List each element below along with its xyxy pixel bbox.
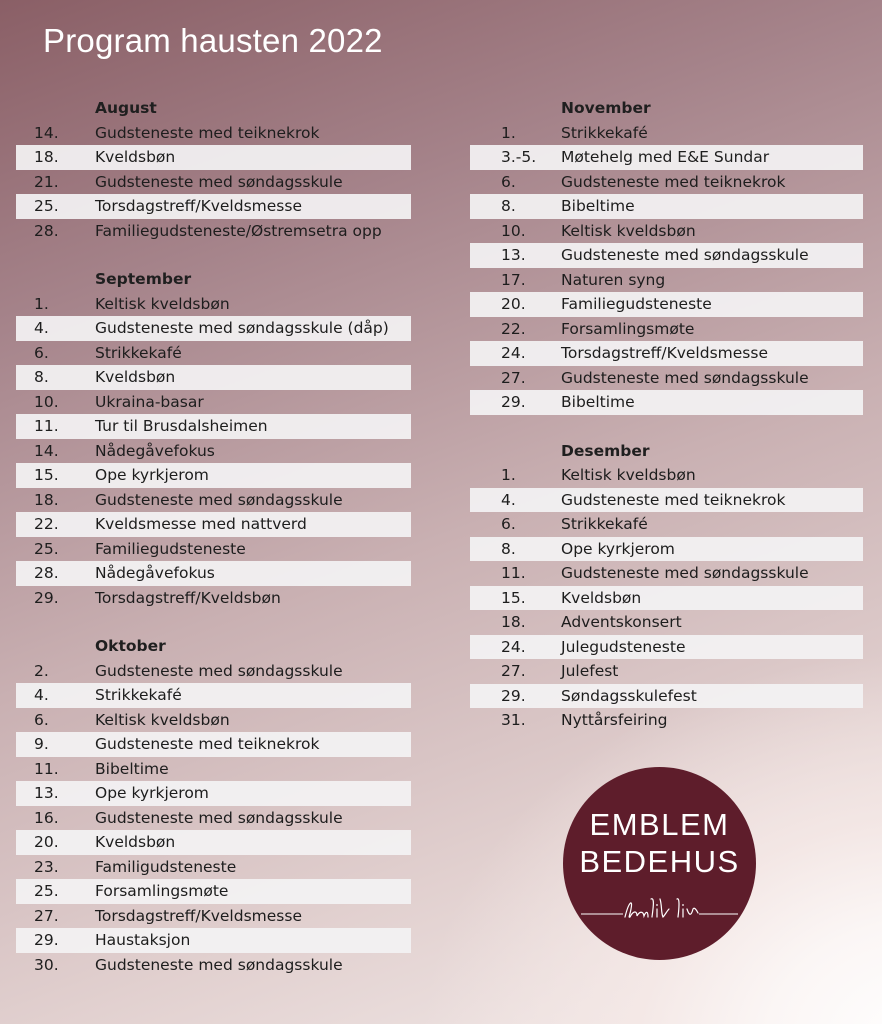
event-date: 18. xyxy=(34,490,59,509)
event-date: 20. xyxy=(501,295,526,313)
event-title: Familiegudsteneste xyxy=(95,539,246,558)
schedule-row xyxy=(470,659,863,684)
schedule-row xyxy=(16,512,411,537)
schedule-row xyxy=(470,243,863,268)
month-heading: Oktober xyxy=(95,637,166,655)
event-title: Tur til Brusdalsheimen xyxy=(95,417,268,435)
schedule-row xyxy=(16,830,411,855)
event-date: 25. xyxy=(34,197,59,215)
schedule-row xyxy=(16,928,411,953)
event-date: 14. xyxy=(34,441,59,460)
schedule-row xyxy=(470,488,863,513)
schedule-row xyxy=(16,904,411,929)
month-section-august xyxy=(16,96,411,243)
schedule-row xyxy=(16,659,411,684)
schedule-row xyxy=(470,145,863,170)
event-title: Kveldsbøn xyxy=(95,833,176,851)
event-title: Ope kyrkjerom xyxy=(95,784,209,802)
event-date: 11. xyxy=(34,759,59,778)
event-date: 24. xyxy=(501,637,526,656)
schedule-row xyxy=(16,170,411,195)
event-date: 25. xyxy=(34,882,59,900)
schedule-row xyxy=(16,439,411,464)
event-date: 1. xyxy=(501,466,516,484)
event-date: 17. xyxy=(501,270,526,289)
month-section-desember xyxy=(470,439,863,733)
schedule-row xyxy=(470,170,863,195)
schedule-row xyxy=(470,317,863,342)
schedule-row xyxy=(16,292,411,317)
month-heading: September xyxy=(95,270,192,288)
event-title: Bibeltime xyxy=(95,759,169,778)
month-section-november xyxy=(470,96,863,415)
month-heading: August xyxy=(95,99,157,117)
event-title: Adventskonsert xyxy=(561,613,682,631)
event-title: Forsamlingsmøte xyxy=(95,882,229,900)
event-date: 29. xyxy=(34,588,59,607)
schedule-row xyxy=(16,463,411,488)
event-title: Gudsteneste med søndagsskule xyxy=(95,490,343,509)
schedule-row xyxy=(470,194,863,219)
event-date: 10. xyxy=(34,392,59,411)
month-heading: Desember xyxy=(561,441,650,460)
event-title: Familigudsteneste xyxy=(95,857,237,876)
schedule-row xyxy=(16,781,411,806)
schedule-row xyxy=(16,757,411,782)
event-date: 4. xyxy=(34,319,49,337)
event-title: Torsdagstreff/Kveldsmesse xyxy=(95,906,302,925)
event-title: Gudsteneste med søndagsskule xyxy=(95,808,343,827)
event-title: Gudsteneste med søndagsskule (dåp) xyxy=(95,319,389,337)
event-title: Kveldsmesse med nattverd xyxy=(95,515,307,533)
schedule-row xyxy=(470,341,863,366)
event-title: Ukraina-basar xyxy=(95,392,204,411)
event-title: Møtehelg med E&E Sundar xyxy=(561,148,770,166)
schedule-row xyxy=(470,708,863,733)
schedule-row xyxy=(16,561,411,586)
event-title: Nådegåvefokus xyxy=(95,441,215,460)
schedule-row xyxy=(16,683,411,708)
schedule-row xyxy=(470,684,863,709)
event-date: 25. xyxy=(34,539,59,558)
event-title: Gudsteneste med teiknekrok xyxy=(95,123,320,142)
event-date: 8. xyxy=(501,197,516,215)
event-date: 24. xyxy=(501,344,526,362)
event-title: Keltisk kveldsbøn xyxy=(561,221,696,240)
month-section-oktober xyxy=(16,634,411,977)
schedule-row xyxy=(470,292,863,317)
event-title: Gudsteneste med søndagsskule xyxy=(561,564,809,582)
schedule-column-left xyxy=(16,96,411,1001)
schedule-row xyxy=(16,121,411,146)
event-date: 20. xyxy=(34,833,59,851)
logo-script-heilt-liv xyxy=(581,895,738,925)
event-date: 29. xyxy=(34,931,59,949)
schedule-row xyxy=(470,219,863,244)
event-title: Nådegåvefokus xyxy=(95,564,215,582)
event-date: 27. xyxy=(501,368,526,387)
schedule-row xyxy=(470,390,863,415)
event-date: 13. xyxy=(501,246,526,264)
schedule-row xyxy=(16,586,411,611)
event-date: 1. xyxy=(34,294,49,313)
event-date: 6. xyxy=(501,515,516,533)
event-title: Gudsteneste med teiknekrok xyxy=(561,490,786,509)
schedule-row xyxy=(470,561,863,586)
schedule-column-right xyxy=(470,96,863,757)
event-date: 6. xyxy=(34,343,49,362)
schedule-row xyxy=(16,537,411,562)
event-date: 16. xyxy=(34,808,59,827)
schedule-row xyxy=(470,610,863,635)
event-date: 31. xyxy=(501,711,526,729)
event-title: Gudsteneste med søndagsskule xyxy=(561,246,809,264)
schedule-row xyxy=(470,366,863,391)
event-date: 29. xyxy=(501,686,526,705)
schedule-row xyxy=(16,390,411,415)
event-title: Nyttårsfeiring xyxy=(561,711,668,729)
event-date: 11. xyxy=(34,417,59,435)
event-title: Gudsteneste med søndagsskule xyxy=(95,172,343,191)
schedule-row xyxy=(16,732,411,757)
schedule-row xyxy=(470,586,863,611)
event-title: Ope kyrkjerom xyxy=(95,466,209,484)
schedule-row xyxy=(16,316,411,341)
event-date: 18. xyxy=(501,613,526,631)
event-title: Søndagsskulefest xyxy=(561,686,697,705)
event-title: Familiegudsteneste xyxy=(561,295,712,313)
schedule-row xyxy=(470,635,863,660)
event-title: Haustaksjon xyxy=(95,931,191,949)
event-title: Julefest xyxy=(561,662,619,680)
schedule-row xyxy=(16,488,411,513)
schedule-row xyxy=(16,341,411,366)
event-title: Gudsteneste med søndagsskule xyxy=(95,661,343,680)
event-title: Kveldsbøn xyxy=(561,588,642,607)
event-title: Bibeltime xyxy=(561,197,635,215)
event-title: Keltisk kveldsbøn xyxy=(95,710,230,729)
event-title: Gudsteneste med søndagsskule xyxy=(561,368,809,387)
event-date: 6. xyxy=(501,172,516,191)
event-date: 21. xyxy=(34,172,59,191)
event-title: Strikkekafé xyxy=(561,515,648,533)
schedule-row xyxy=(470,512,863,537)
schedule-row xyxy=(470,121,863,146)
schedule-row xyxy=(16,953,411,978)
event-date: 27. xyxy=(34,906,59,925)
event-date: 10. xyxy=(501,221,526,240)
event-date: 18. xyxy=(34,148,59,166)
schedule-row xyxy=(16,855,411,880)
event-date: 4. xyxy=(501,490,516,509)
month-section-september xyxy=(16,267,411,610)
event-title: Strikkekafé xyxy=(95,343,182,362)
event-title: Torsdagstreff/Kveldsbøn xyxy=(95,588,281,607)
event-date: 1. xyxy=(501,123,516,142)
event-date: 23. xyxy=(34,857,59,876)
event-date: 2. xyxy=(34,661,49,680)
event-date: 27. xyxy=(501,662,526,680)
event-date: 14. xyxy=(34,123,59,142)
event-title: Kveldsbøn xyxy=(95,148,176,166)
event-title: Strikkekafé xyxy=(561,123,648,142)
event-title: Gudsteneste med søndagsskule xyxy=(95,955,343,974)
event-title: Bibeltime xyxy=(561,393,635,411)
event-title: Torsdagstreff/Kveldsmesse xyxy=(95,197,302,215)
event-date: 15. xyxy=(501,588,526,607)
event-date: 13. xyxy=(34,784,59,802)
event-title: Keltisk kveldsbøn xyxy=(561,466,696,484)
event-title: Keltisk kveldsbøn xyxy=(95,294,230,313)
event-date: 22. xyxy=(34,515,59,533)
event-date: 22. xyxy=(501,319,526,338)
event-title: Strikkekafé xyxy=(95,686,182,704)
event-title: Ope kyrkjerom xyxy=(561,539,675,558)
event-date: 6. xyxy=(34,710,49,729)
event-date: 8. xyxy=(501,539,516,558)
event-title: Forsamlingsmøte xyxy=(561,319,695,338)
event-date: 28. xyxy=(34,221,59,240)
schedule-row xyxy=(470,268,863,293)
event-date: 4. xyxy=(34,686,49,704)
event-date: 3.-5. xyxy=(501,148,537,166)
event-title: Julegudsteneste xyxy=(561,637,686,656)
event-date: 15. xyxy=(34,466,59,484)
event-title: Naturen syng xyxy=(561,270,666,289)
schedule-row xyxy=(16,414,411,439)
event-date: 11. xyxy=(501,564,526,582)
schedule-row xyxy=(470,463,863,488)
schedule-row xyxy=(16,879,411,904)
schedule-row xyxy=(470,537,863,562)
event-date: 29. xyxy=(501,393,526,411)
month-heading: November xyxy=(561,99,651,117)
schedule-row xyxy=(16,194,411,219)
event-title: Kveldsbøn xyxy=(95,368,176,386)
event-date: 28. xyxy=(34,564,59,582)
schedule-row xyxy=(16,219,411,244)
event-title: Gudsteneste med teiknekrok xyxy=(561,172,786,191)
schedule-row xyxy=(16,145,411,170)
event-title: Familiegudsteneste/Østremsetra opp xyxy=(95,221,382,240)
schedule-row xyxy=(16,365,411,390)
emblem-bedehus-logo xyxy=(563,767,756,960)
schedule-row xyxy=(16,708,411,733)
event-title: Gudsteneste med teiknekrok xyxy=(95,735,320,753)
page-title: Program hausten 2022 xyxy=(43,22,383,59)
logo-text-emblem: EMBLEM xyxy=(589,807,730,842)
logo-text-bedehus: BEDEHUS xyxy=(579,844,740,879)
schedule-row xyxy=(16,806,411,831)
event-date: 8. xyxy=(34,368,49,386)
event-date: 30. xyxy=(34,955,59,974)
event-title: Torsdagstreff/Kveldsmesse xyxy=(561,344,768,362)
event-date: 9. xyxy=(34,735,49,753)
